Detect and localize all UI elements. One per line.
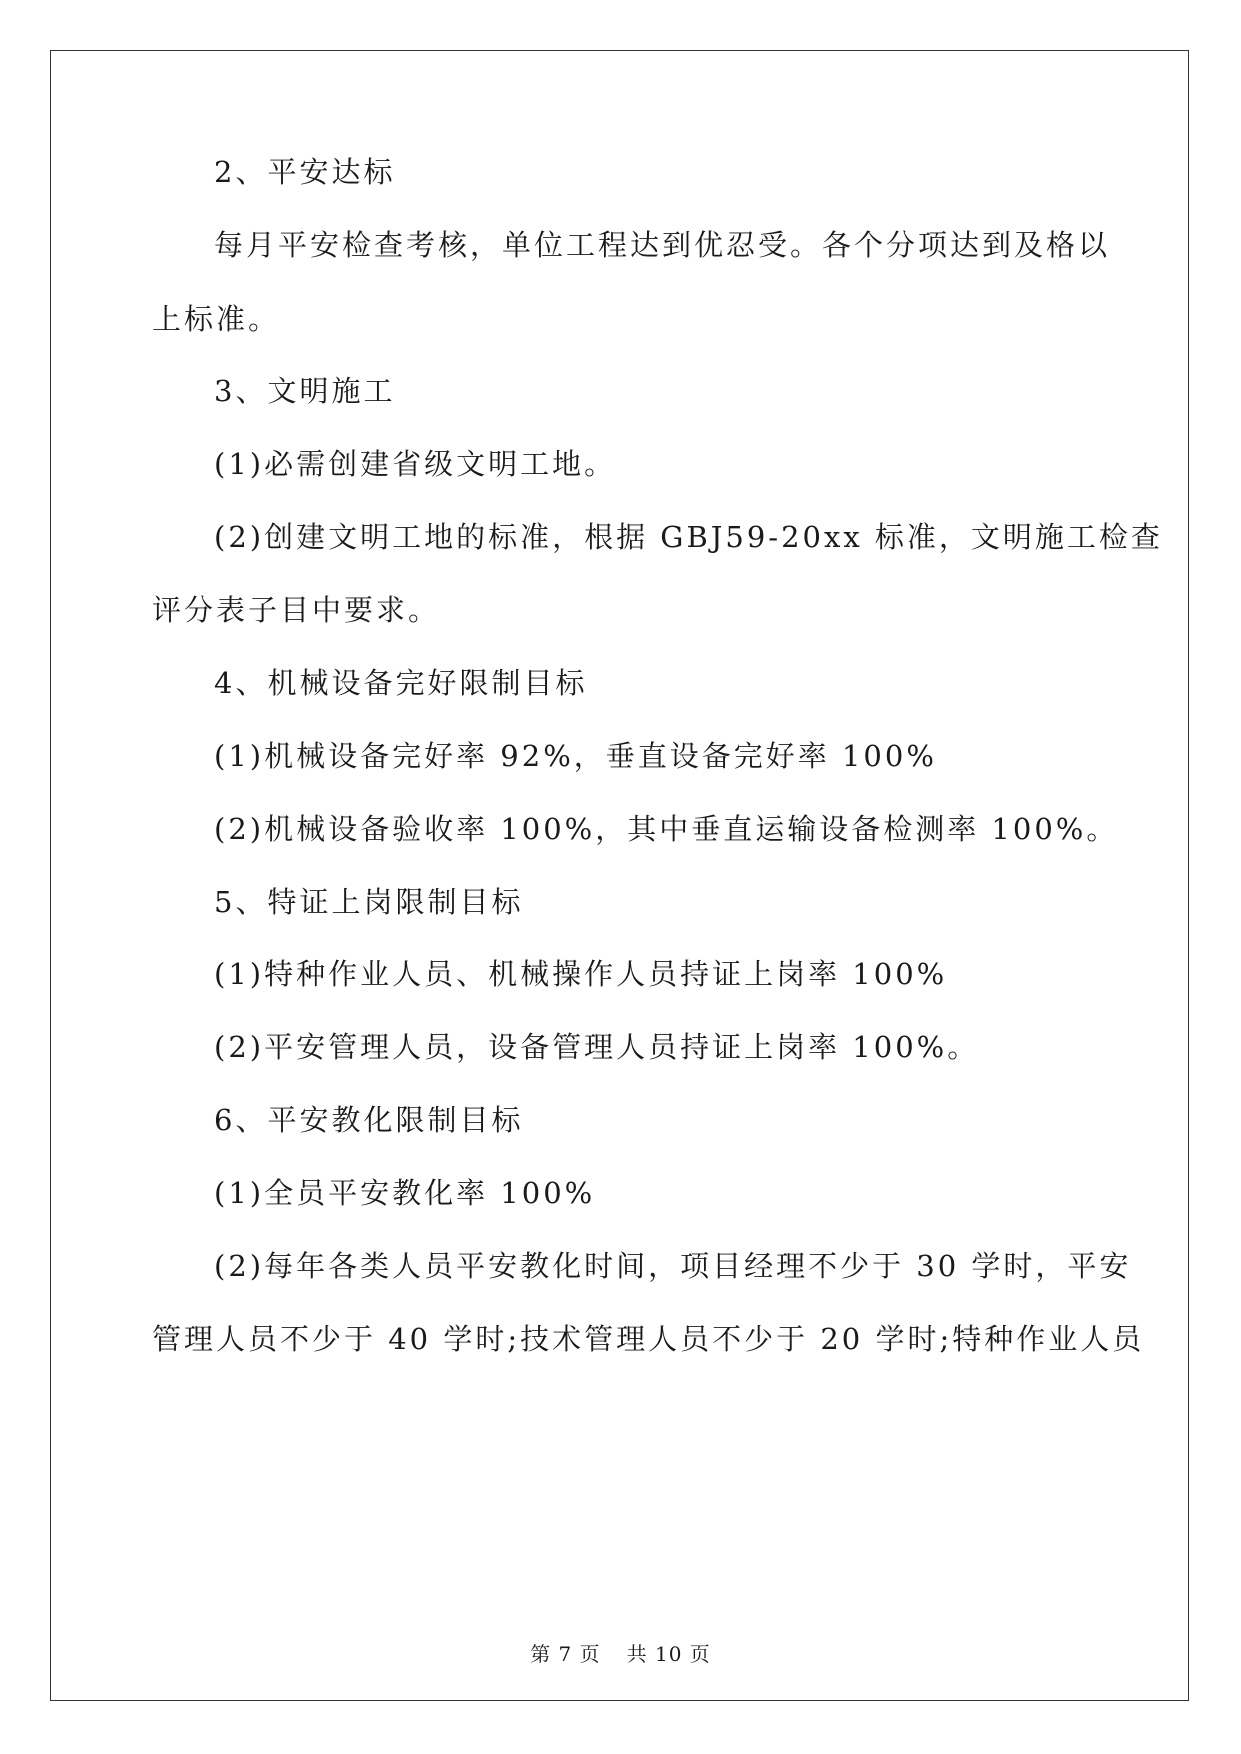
paragraph-line: 每月平安检查考核，单位工程达到优忍受。各个分项达到及格以: [214, 228, 1111, 262]
page-number: 第 7 页: [530, 1642, 601, 1666]
paragraph-line: (2)机械设备验收率 100%，其中垂直运输设备检测率 100%。: [214, 812, 1119, 846]
paragraph-line: (2)创建文明工地的标准，根据 GBJ59-20xx 标准，文明施工检查: [214, 520, 1163, 554]
page-footer: [0, 1638, 1241, 1667]
paragraph-line: (1)全员平安教化率 100%: [214, 1176, 596, 1210]
heading-education-target: 6、平安教化限制目标: [214, 1103, 524, 1137]
paragraph-line: (2)每年各类人员平安教化时间，项目经理不少于 30 学时，平安: [214, 1249, 1132, 1283]
heading-civilized-construction: 3、文明施工: [214, 374, 396, 408]
paragraph-line: 管理人员不少于 40 学时;技术管理人员不少于 20 学时;特种作业人员: [152, 1322, 1145, 1356]
paragraph-line: (1)特种作业人员、机械操作人员持证上岗率 100%: [214, 957, 948, 991]
heading-safety-standard: 2、平安达标: [214, 155, 396, 189]
page-border: [50, 50, 1189, 1701]
heading-equipment-target: 4、机械设备完好限制目标: [214, 666, 588, 700]
paragraph-line: 评分表子目中要求。: [152, 593, 441, 627]
paragraph-line: 上标准。: [152, 302, 281, 336]
heading-certification-target: 5、特证上岗限制目标: [214, 885, 524, 919]
paragraph-line: (2)平安管理人员，设备管理人员持证上岗率 100%。: [214, 1030, 980, 1064]
page-total: 共 10 页: [626, 1642, 711, 1666]
paragraph-line: (1)必需创建省级文明工地。: [214, 447, 617, 481]
paragraph-line: (1)机械设备完好率 92%，垂直设备完好率 100%: [214, 739, 937, 773]
